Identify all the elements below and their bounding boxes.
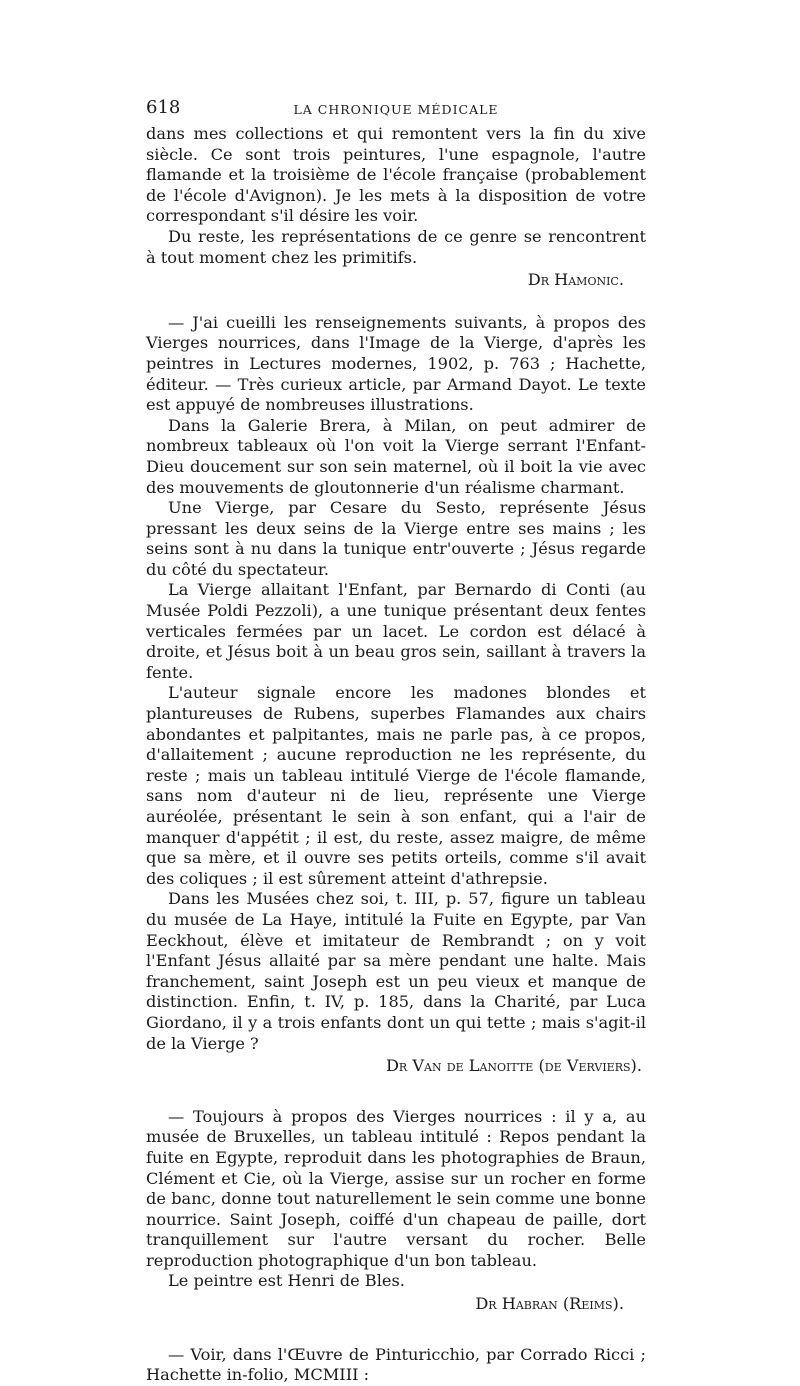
paragraph: Le peintre est Henri de Bles. (168, 1271, 405, 1291)
paragraph: — Voir, dans l'Œuvre de Pinturicchio, par Corrado Ricci ; Hachette in-folio, MCMIII : (146, 1344, 646, 1385)
paragraph: — J'ai cueilli les renseignements suivants, à propos des Vierges nourrices, dans l'Image de la Vierge, d'après les peintres in Lectures modernes, 1902, p. 763 ; Hachette, éditeur. — Très curieux article, par Armand Dayot. Le texte est appuyé de nombreuses illustrations. (146, 312, 646, 415)
paragraph: Dans les Musées chez soi, t. III, p. 57, figure un tableau du musée de La Haye, intitulé la Fuite en Egypte, par Van Eeckhout, élève et imitateur de Rembrandt ; on y voit l'Enfant Jésus allaité par sa mère pendant une halte. Mais franchement, saint Joseph est un peu vieux et manque de distinction. Enfin, t. IV, p. 185, dans la Charité, par Luca Giordano, il y a trois enfants dont un qui tette ; mais s'agit-il de la Vierge ? (146, 889, 646, 1053)
signature: Dr Hamonic. (527, 270, 624, 290)
running-title: LA CHRONIQUE MÉDICALE (293, 102, 499, 117)
paragraph: — Toujours à propos des Vierges nourrices : il y a, au musée de Bruxelles, un tableau intitulé : Repos pendant la fuite en Egypte, reproduit dans les photographies de Braun, Clément et Cie, où la Vierge, assise sur un rocher en forme de banc, donne tout naturellement le sein comme une bonne nourrice. Saint Joseph, coiffé d'un chapeau de paille, dort tranquillement sur l'autre versant du rocher. Belle reproduction photographique d'un bon tableau. (146, 1106, 646, 1270)
paragraph: La Vierge allaitant l'Enfant, par Bernardo di Conti (au Musée Poldi Pezzoli), a une tunique présentant deux fentes verticales fermées par un lacet. Le cordon est délacé à droite, et Jésus boit à un beau gros sein, saillant à travers la fente. (146, 580, 646, 682)
signature: Dr Van de Lanoitte (de Verviers). (385, 1056, 642, 1076)
signature: Dr Habran (Reims). (475, 1294, 624, 1314)
paragraph: L'auteur signale encore les madones blondes et plantureuses de Rubens, superbes Flamandes aux chairs abondantes et palpitantes, mais ne parle pas, à ce propos, d'allaitement ; aucune reproduction ne les représente, du reste ; mais un tableau intitulé Vierge de l'école flamande, sans nom d'auteur ni de lieu, représente une Vierge auréolée, présentant le sein à son enfant, qui a l'air de manquer d'appétit ; il est, du reste, assez maigre, de même que sa mère, et il ouvre ses petits orteils, comme s'il avait des coliques ; il est sûrement atteint d'athrepsie. (146, 683, 646, 888)
page-number: 618 (146, 97, 181, 118)
paragraph: Une Vierge, par Cesare du Sesto, représente Jésus pressant les deux seins de la Vierge entre ses mains ; les seins sont à nu dans la tunique entr'ouverte ; Jésus regarde du côté du spectateur. (146, 498, 646, 579)
paragraph: Dans la Galerie Brera, à Milan, on peut admirer de nombreux tableaux où l'on voit la Vierge serrant l'Enfant-Dieu doucement sur son sein maternel, où il boit la vie avec des mouvements de gloutonnerie d'un réalisme charmant. (146, 415, 646, 497)
book-page (146, 98, 646, 1386)
paragraph: dans mes collections et qui remontent vers la fin du xive siècle. Ce sont trois peintures, l'une espagnole, l'autre flamande et la troisième de l'école française (probablement de l'école d'Avignon). Je les mets à la disposition de votre correspondant s'il désire les voir. (146, 124, 646, 226)
paragraph: Du reste, les représentations de ce genre se rencontrent à tout moment chez les primitifs. (146, 226, 646, 267)
page-header (146, 98, 646, 122)
